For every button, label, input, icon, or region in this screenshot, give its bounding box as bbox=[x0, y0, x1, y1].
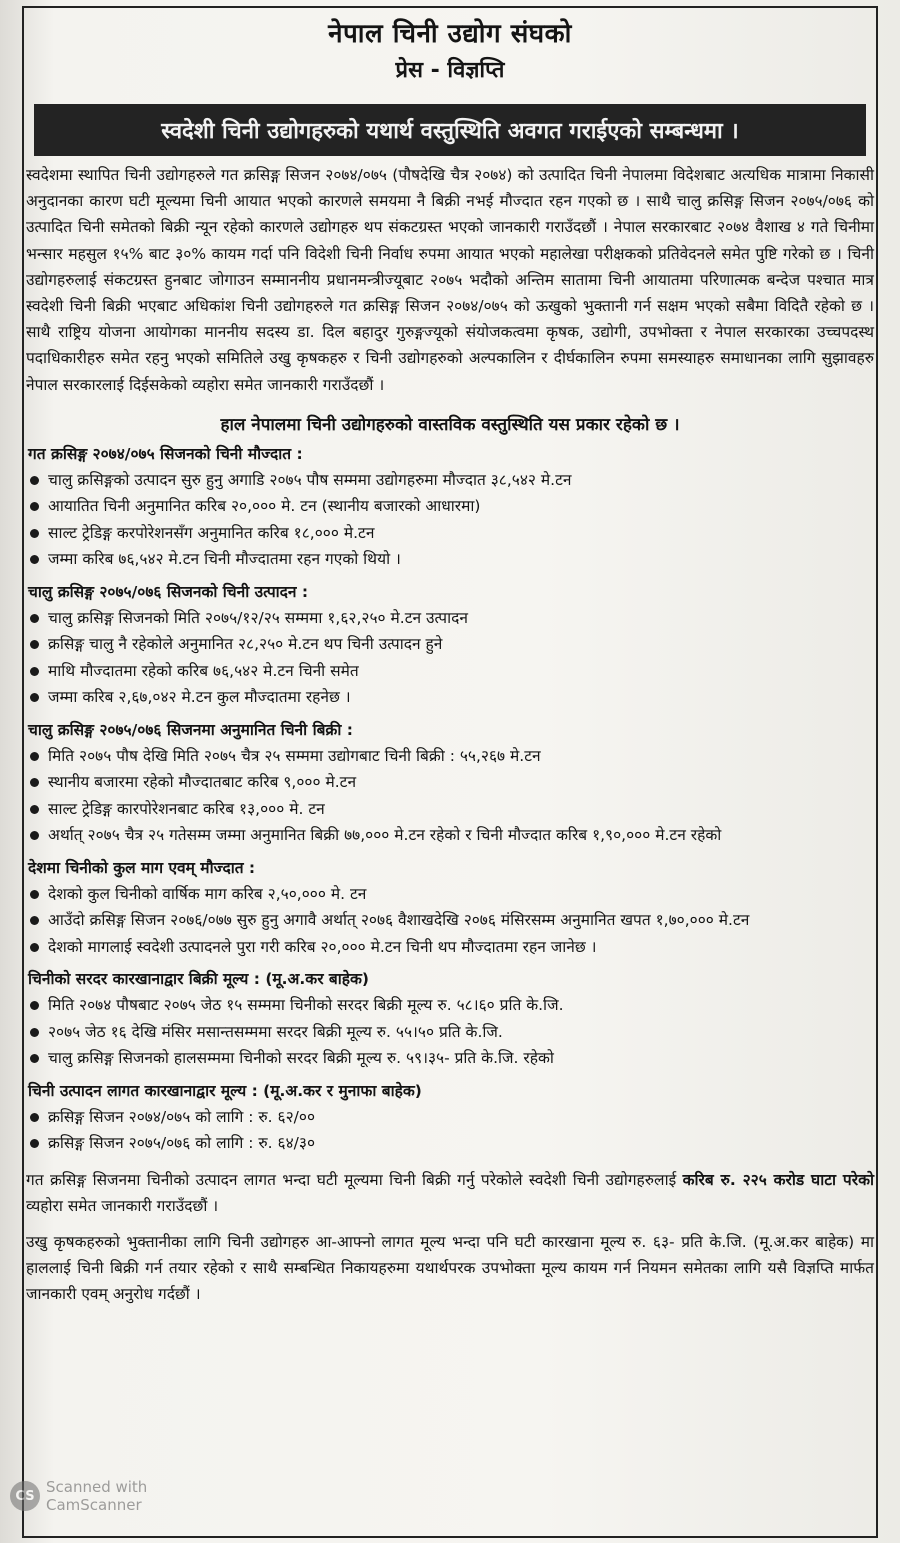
bullet-icon bbox=[30, 890, 39, 899]
list-item: आयातित चिनी अनुमानित करिब २०,००० मे. टन (स्थानीय बजारको आधारमा) bbox=[26, 493, 874, 520]
bullet-icon bbox=[30, 667, 39, 676]
section-title: गत क्रसिङ्ग २०७४/०७५ सिजनको चिनी मौज्दात : bbox=[28, 444, 303, 463]
list-item: मिति २०७५ पौष देखि मिति २०७५ चैत्र २५ सम्ममा उद्योगबाट चिनी बिक्री : ५५,२६७ मे.टन bbox=[26, 743, 874, 770]
bullet-icon bbox=[30, 1028, 39, 1037]
loss-note: गत क्रसिङ्ग सिजनमा चिनीको उत्पादन लागत भन्दा घटी मूल्यमा चिनी बिक्री गर्नु परेकोले स्वदेशी चिनी उद्योगहरुलाई करिब रु. २२५ करोड घाटा परेको व्यहोरा समेत जानकारी गराउँदछौं । bbox=[26, 1170, 874, 1215]
section-sales bbox=[26, 719, 874, 849]
list-item: २०७५ जेठ १६ देखि मंसिर मसान्तसम्ममा सरदर बिक्री मूल्य रु. ५५।५० प्रति के.जि. bbox=[26, 1019, 874, 1046]
subject-text: स्वदेशी चिनी उद्योगहरुको यथार्थ वस्तुस्थिति अवगत गराईएको सम्बन्धमा । bbox=[161, 119, 739, 144]
list-item: देशको कुल चिनीको वार्षिक माग करिब २,५०,००० मे. टन bbox=[26, 881, 874, 908]
intro-paragraph: स्वदेशमा स्थापित चिनी उद्योगहरुले गत क्रसिङ्ग सिजन २०७४/०७५ (पौषदेखि चैत्र २०७४) को उत्पादित चिनी नेपालमा विदेशबाट अत्यधिक मात्रामा निकासी अनुदानका कारण घटी मूल्यमा चिनी आयात भएको कारणले समयमा नै बिक्री नभई मौज्दात रहन गएको छ । साथै चालु क्रसिङ्ग सिजन २०७५/०७६ को उत्पादित चिनी समेतको बिक्री न्यून रहेको कारणले उद्योगहरु थप संकटग्रस्त भएको जानकारी गराउँदछौं । नेपाल सरकारबाट २०७४ वैशाख ४ गते चिनीमा भन्सार महसुल १५% बाट ३०% कायम गर्दा पनि विदेशी चिनी निर्वाध रुपमा आयात भएको महालेखा परीक्षकको प्रतिवेदनले समेत पुष्टि गरेको छ । चिनी उद्योगहरुलाई संकटग्रस्त हुनबाट जोगाउन सम्माननीय प्रधानमन्त्रीज्यूबाट २०७५ भदौको अन्तिम सातामा चिनी आयातमा परिणात्मक बन्देज पश्चात मात्र स्वदेशी चिनी बिक्री भएबाट अधिकांश चिनी उद्योगहरुले गत क्रसिङ्ग सिजन २०७४/०७५ को ऊखुको भुक्तानी गर्न सक्षम भएको सबैमा विदितै रहेको छ । साथै राष्ट्रिय योजना आयोगका माननीय सदस्य डा. दिल बहादुर गुरुङ्गज्यूको संयोजकत्वमा कृषक, उद्योगी, उपभोक्ता र नेपाल सरकारका उच्चपदस्थ पदाधिकारीहरु समेत रहनु भएको समितिले उखु कृषकहरु र चिनी उद्योगहरुको अल्पकालिन र दीर्घकालिन रुपमा समस्याहरु समाधानका लागि सुझावहरु नेपाल सरकारलाई दिईसकेको व्यहोरा समेत जानकारी गराउँदछौं । bbox=[26, 166, 874, 394]
camscanner-watermark bbox=[10, 1478, 147, 1514]
bullet-icon bbox=[30, 1139, 39, 1148]
list-item: स्थानीय बजारमा रहेको मौज्दातबाट करिब ९,००० मे.टन bbox=[26, 769, 874, 796]
bullet-list bbox=[26, 605, 874, 711]
bullet-list bbox=[26, 881, 874, 961]
bullet-icon bbox=[30, 943, 39, 952]
section-title: देशमा चिनीको कुल माग एवम् मौज्दात : bbox=[28, 858, 256, 877]
list-item: क्रसिङ्ग सिजन २०७५/०७६ को लागि : रु. ६४/३० bbox=[26, 1130, 874, 1157]
section-production bbox=[26, 581, 874, 711]
bullet-list bbox=[26, 743, 874, 849]
bullet-icon bbox=[30, 1113, 39, 1122]
bullet-icon bbox=[30, 778, 39, 787]
bullet-list bbox=[26, 1104, 874, 1157]
section-opening-stock bbox=[26, 443, 874, 573]
bullet-icon bbox=[30, 831, 39, 840]
document-type: प्रेस - विज्ञप्ति bbox=[395, 58, 505, 83]
section-title: चालु क्रसिङ्ग २०७५/०७६ सिजनमा अनुमानित चिनी बिक्री : bbox=[28, 720, 353, 739]
camscanner-logo-icon: CS bbox=[10, 1481, 40, 1511]
bullet-list bbox=[26, 467, 874, 573]
section-title: चिनी उत्पादन लागत कारखानाद्वार मूल्य : (मू.अ.कर र मुनाफा बाहेक) bbox=[28, 1081, 422, 1100]
list-item: साल्ट ट्रेडिङ्ग करपोरेशनसँग अनुमानित करिब १८,००० मे.टन bbox=[26, 520, 874, 547]
bullet-list bbox=[26, 992, 874, 1072]
status-subheading: हाल नेपालमा चिनी उद्योगहरुको वास्तविक वस्तुस्थिति यस प्रकार रहेको छ । bbox=[220, 414, 680, 435]
organization-title: नेपाल चिनी उद्योग संघको bbox=[328, 19, 572, 49]
list-item: क्रसिङ्ग चालु नै रहेकोले अनुमानित २८,२५० मे.टन थप चिनी उत्पादन हुने bbox=[26, 631, 874, 658]
list-item: अर्थात् २०७५ चैत्र २५ गतेसम्म जम्मा अनुमानित बिक्री ७७,००० मे.टन रहेको र चिनी मौज्दात करिब १,९०,००० मे.टन रहेको bbox=[26, 822, 874, 849]
body-content bbox=[26, 162, 874, 1307]
list-item: क्रसिङ्ग सिजन २०७४/०७५ को लागि : रु. ६२/०० bbox=[26, 1104, 874, 1131]
loss-amount: करिब रु. २२५ करोड घाटा परेको bbox=[682, 1170, 874, 1189]
list-item: मिति २०७४ पौषबाट २०७५ जेठ १५ सम्ममा चिनीको सरदर बिक्री मूल्य रु. ५८।६० प्रति के.जि. bbox=[26, 992, 874, 1019]
bullet-icon bbox=[30, 805, 39, 814]
watermark-line-1: Scanned with bbox=[46, 1478, 148, 1496]
bullet-icon bbox=[30, 1054, 39, 1063]
bullet-icon bbox=[30, 555, 39, 564]
list-item: चालु क्रसिङ्गको उत्पादन सुरु हुनु अगाडि २०७५ पौष सम्ममा उद्योगहरुमा मौज्दात ३८,५४२ मे.टन bbox=[26, 467, 874, 494]
list-item: साल्ट ट्रेडिङ्ग कारपोरेशनबाट करिब १३,००० मे. टन bbox=[26, 796, 874, 823]
bullet-icon bbox=[30, 640, 39, 649]
request-note: उखु कृषकहरुको भुक्तानीका लागि चिनी उद्योगहरु आ-आफ्नो लागत मूल्य भन्दा पनि घटी कारखाना मूल्य रु. ६३- प्रति के.जि. (मू.अ.कर बाहेक) मा हाललाई चिनी बिक्री गर्न तयार रहेको र साथै सम्बन्धित निकायहरुमा यथार्थपरक उपभोक्ता मूल्य कायम गर्न नियमन समेतका लागि यसै विज्ञप्ति मार्फत जानकारी एवम् अनुरोध गर्दछौं । bbox=[26, 1232, 874, 1303]
list-item: देशको मागलाई स्वदेशी उत्पादनले पुरा गरी करिब २०,००० मे.टन चिनी थप मौज्दातमा रहन जानेछ । bbox=[26, 934, 874, 961]
list-item: आउँदो क्रसिङ्ग सिजन २०७६/०७७ सुरु हुनु अगावै अर्थात् २०७६ वैशाखदेखि २०७६ मंसिरसम्म अनुमानित खपत १,७०,००० मे.टन bbox=[26, 907, 874, 934]
list-item: चालु क्रसिङ्ग सिजनको मिति २०७५/१२/२५ सम्ममा १,६२,२५० मे.टन उत्पादन bbox=[26, 605, 874, 632]
watermark-line-2: CamScanner bbox=[46, 1496, 142, 1514]
section-demand bbox=[26, 857, 874, 961]
list-item: माथि मौज्दातमा रहेको करिब ७६,५४२ मे.टन चिनी समेत bbox=[26, 658, 874, 685]
subject-banner bbox=[34, 104, 866, 156]
list-item: जम्मा करिब ७६,५४२ मे.टन चिनी मौज्दातमा रहन गएको थियो । bbox=[26, 546, 874, 573]
bullet-icon bbox=[30, 752, 39, 761]
bullet-icon bbox=[30, 1001, 39, 1010]
bullet-icon bbox=[30, 502, 39, 511]
section-title: चिनीको सरदर कारखानाद्वार बिक्री मूल्य : (मू.अ.कर बाहेक) bbox=[28, 970, 370, 989]
list-item: चालु क्रसिङ्ग सिजनको हालसम्ममा चिनीको सरदर बिक्री मूल्य रु. ५९।३५- प्रति के.जि. रहेको bbox=[26, 1045, 874, 1072]
bullet-icon bbox=[30, 693, 39, 702]
list-item: जम्मा करिब २,६७,०४२ मे.टन कुल मौज्दातमा रहनेछ । bbox=[26, 684, 874, 711]
section-production-cost bbox=[26, 1080, 874, 1157]
bullet-icon bbox=[30, 476, 39, 485]
section-sale-price bbox=[26, 968, 874, 1072]
bullet-icon bbox=[30, 916, 39, 925]
section-title: चालु क्रसिङ्ग २०७५/०७६ सिजनको चिनी उत्पादन : bbox=[28, 582, 309, 601]
bullet-icon bbox=[30, 614, 39, 623]
bullet-icon bbox=[30, 529, 39, 538]
